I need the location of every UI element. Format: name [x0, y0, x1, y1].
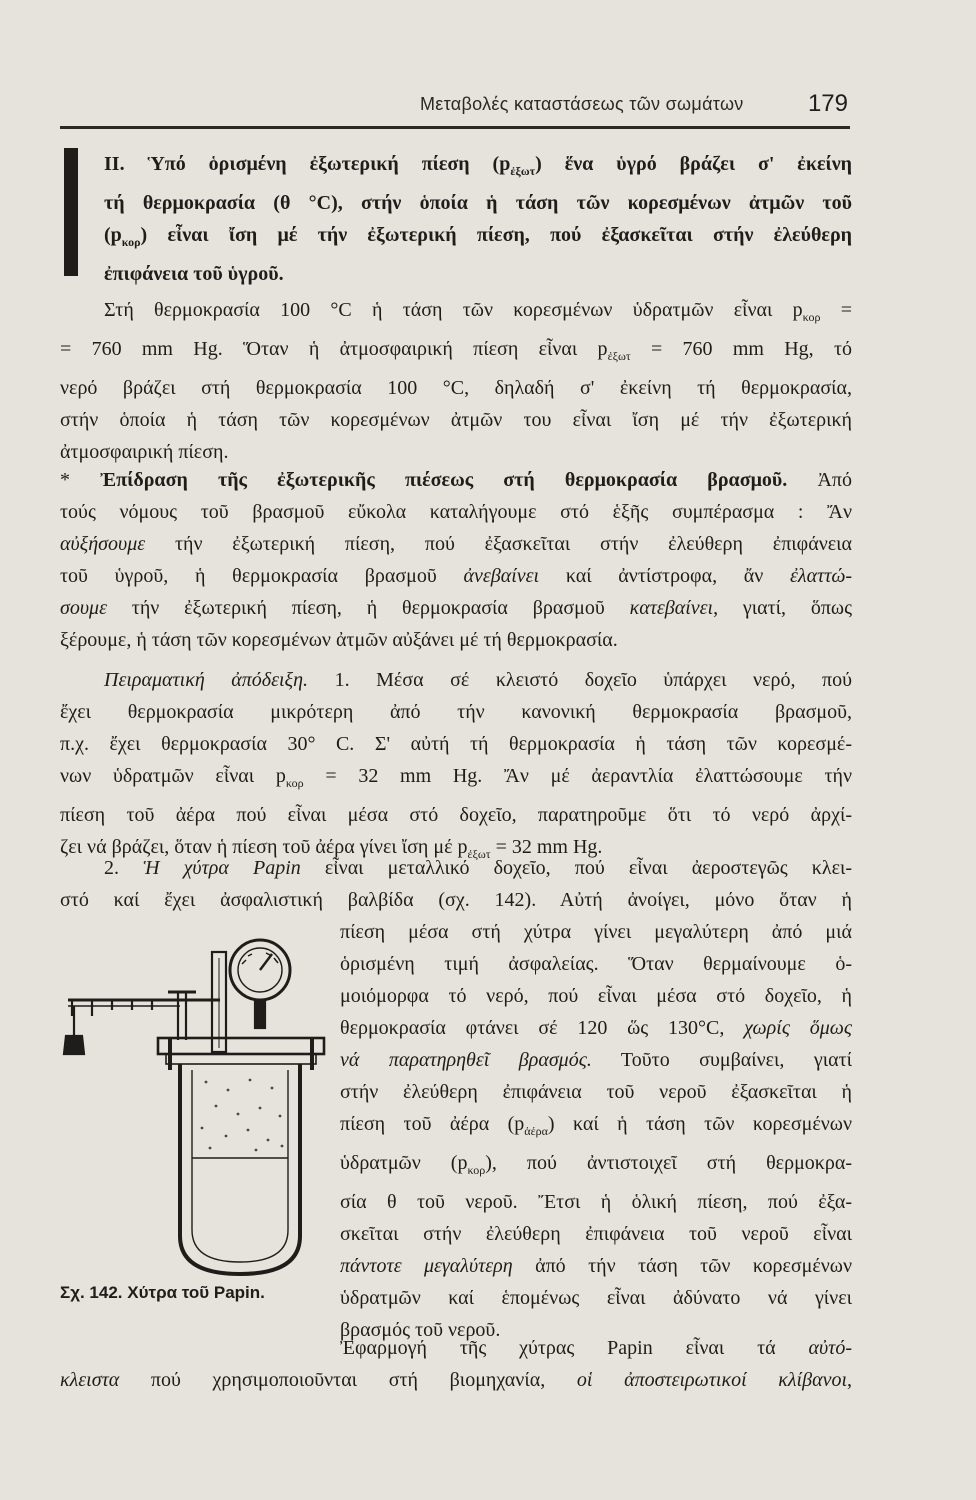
page-header — [420, 90, 850, 124]
running-title: Μεταβολές καταστάσεως τῶν σωμάτων — [420, 94, 744, 114]
margin-bar — [64, 148, 78, 276]
page-number: 179 — [807, 90, 848, 117]
papin-pot-illustration — [60, 930, 330, 1290]
section-heading: Ἐπίδραση τῆς ἐξωτερικῆς πιέσεως στή θερμοκρασία βρασμοῦ. — [100, 469, 788, 491]
papin-paragraph-column: πίεση μέσα στή χύτρα γίνει μεγαλύτερη ἀπό μιά ὁρισμένη τιμή ἀσφαλείας. Ὅταν θερμαίνουμε ὁ- μοιόμορφα τό νερό, πού εἶναι μέσα στό δοχεῖο, ἡ θερμοκρασία φτάνει σέ 120 ὥς 130°C, χωρίς ὅμως νά παρατηρηθεῖ βρασμός. Τοῦτο συμβαίνει, γιατί στήν ἐλεύθερη ἐπιφάνεια τοῦ νεροῦ ἐξασκεῖται ἡ πίεση τοῦ ἀέρα $(p_{ἀέ\rho\alpha})$ καί ἡ τάση τῶν κορεσμένων ὑδρατμῶν $(p_{\kappa o\rho})$, πού ἀντιστοιχεῖ στή θερμοκρα- σία θ τοῦ νεροῦ. Ἔτσι ἡ ὁλική πίεση, πού ἐξα- σκεῖται στήν ἐλεύθερη ἐπιφάνεια τοῦ νεροῦ εἶναι πάντοτε μεγαλύτερη ἀπό τήν τάση τῶν κορεσμένων ὑδρατμῶν καί ἑπομένως εἶναι ἀδύνατο νά γίνει βρασμός τοῦ νεροῦ. — [340, 921, 853, 1341]
steam-dots — [201, 1079, 284, 1152]
pot-body — [180, 1064, 300, 1274]
proof-heading: Πειραματική ἀπόδειξη. — [104, 669, 309, 691]
papin-pot-figure — [60, 930, 330, 1310]
application-paragraph: Ἐφαρμογή τῆς χύτρας Papin εἶναι τά αὐτό- κλειστα πού χρησιμοποιοῦνται στή βιομηχανία, οἱ ἀποστειρωτικοί κλίβανοι, — [60, 1337, 853, 1391]
example-paragraph: Στή θερμοκρασία 100 °C ἡ τάση τῶν κορεσμένων ὑδρατμῶν εἶναι $p_{\kappa o\rho}$ = = 760 mm Hg. Ὅταν ἡ ἀτμοσφαιρική πίεση εἶναι $p_{ἐ\xi\omega\tau} = 760$ mm Hg, τό νερό βράζει στή θερμοκρασία 100 °C, δηλαδή σ' ἐκείνη τή θερμοκρασία, στήν ὁποία ἡ τάση τῶν κορεσμένων ἀτμῶν του εἶναι ἴση μέ τήν ἐξωτερική ἀτμοσφαιρική πίεση. — [60, 299, 852, 463]
pressure-effect-paragraph: * Ἐπίδραση τῆς ἐξωτερικῆς πιέσεως στή θερμοκρασία βρασμοῦ. Ἀπό τούς νόμους τοῦ βρασμοῦ εὔκολα καταλήγουμε στό ἑξῆς συμπέρασμα : Ἄν αὐξήσουμε τήν ἐξωτερική πίεση, πού ἐξασκεῖται στήν ἐλεύθερη ἐπιφάνεια τοῦ ὑγροῦ, ἡ θερμοκρασία βρασμοῦ ἀνεβαίνει καί ἀντίστροφα, ἄν ἐλαττώ- σουμε τήν ἐξωτερική πίεση, ἡ θερμοκρασία βρασμοῦ κατεβαίνει, γιατί, ὅπως ξέρουμε, ἡ τάση τῶν κορεσμένων ἀτμῶν αὐξάνει μέ τή θερμοκρασία. — [60, 469, 853, 651]
header-rule — [60, 126, 850, 129]
valve-weight — [64, 1036, 84, 1054]
rule-ii-paragraph: ΙΙ. Ὑπό ὁρισμένη ἐξωτερική πίεση $(p_{ἐ\xi\omega\tau})$ ἕνα ὑγρό βράζει σ' ἐκείνη τή θερμοκρασία (θ °C), στήν ὁποία ἡ τάση τῶν κορεσμένων ἀτμῶν τοῦ $(p_{\kappa o\rho})$ εἶναι ἴση μέ τήν ἐξωτερική πίεση, πού ἐξασκεῖται στήν ἐλεύθερη ἐπιφάνεια τοῦ ὑγροῦ. — [104, 153, 852, 285]
experimental-proof-paragraph: Πειραματική ἀπόδειξη. 1. Μέσα σέ κλειστό δοχεῖο ὑπάρχει νερό, πού ἔχει θερμοκρασία μικρότερη ἀπό τήν κανονική θερμοκρασία βρασμοῦ, π.χ. ἔχει θερμοκρασία 30° C. Σ' αὐτή τή θερμοκρασία ἡ τάση τῶν κορεσμέ- νων ὑδρατμῶν εἶναι $p_{\kappa o\rho} = 32$ mm Hg. Ἄν μέ ἀεραντλία ἐλαττώσουμε τήν πίεση τοῦ ἀέρα πού εἶναι μέσα στό δοχεῖο, παρατηροῦμε ὅτι τό νερό ἀρχί- ζει νά βράζει, ὅταν ἡ πίεση τοῦ ἀέρα γίνει ἴση μέ $p_{ἐ\xi\omega\tau} = 32$ mm Hg. — [60, 669, 852, 861]
papin-paragraph-top: 2. Ἡ χύτρα Papin εἶναι μεταλλικό δοχεῖο, πού εἶναι ἀεροστεγῶς κλει- στό καί ἔχει ἀσφαλιστική βαλβίδα (σχ. 142). Αὐτή ἀνοίγει, μόνο ὅταν ἡ — [60, 857, 853, 911]
figure-caption: Σχ. 142. Χύτρα τοῦ Papin. — [60, 1283, 265, 1302]
pot-lid — [158, 1038, 324, 1054]
